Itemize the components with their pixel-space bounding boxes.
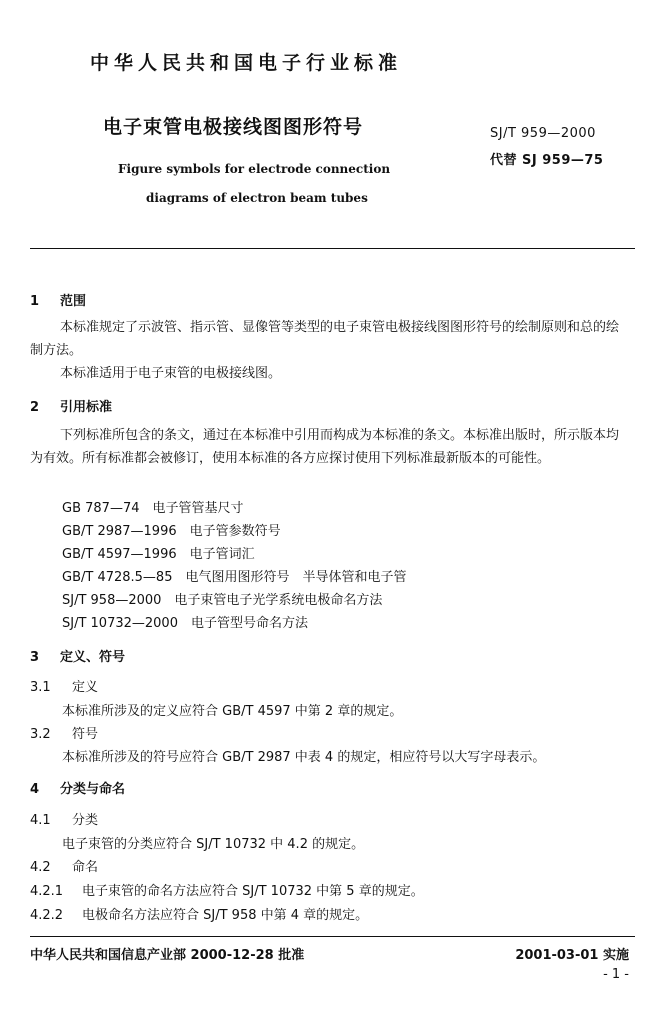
section-4-1-heading	[30, 809, 98, 828]
section-number: 4.2	[30, 860, 51, 875]
section-number: 2	[30, 400, 40, 415]
section-4-heading	[30, 778, 125, 797]
section-1-heading	[30, 290, 86, 309]
standard-title-en-line1: Figure symbols for electrode connection	[118, 162, 391, 176]
section-3-heading	[30, 646, 125, 665]
section-2-paragraph-1: 下列标准所包含的条文，通过在本标准中引用而构成为本标准的条文。本标准出版时，所示版本均为有效。所有标准都会被修订，使用本标准的各方应探讨使用下列标准最新版本的可能性。	[30, 428, 620, 466]
section-number: 3.1	[30, 680, 51, 695]
section-3-1-text: 本标准所涉及的定义应符合 GB/T 4597 中第 2 章的规定。	[62, 704, 403, 719]
reference-item: GB/T 4597—1996 电子管词汇	[62, 547, 255, 562]
section-title: 分类与命名	[60, 782, 126, 797]
footer-divider	[30, 936, 635, 937]
section-number: 4.1	[30, 813, 51, 828]
section-3-2-text: 本标准所涉及的符号应符合 GB/T 2987 中表 4 的规定，相应符号以大写字母表示。	[62, 750, 546, 765]
section-1-paragraph-2: 本标准适用于电子束管的电极接线图。	[60, 366, 282, 381]
reference-item: GB 787—74 电子管管基尺寸	[62, 501, 244, 516]
approval-line: 中华人民共和国信息产业部 2000-12-28 批准	[30, 948, 305, 963]
section-3-1-heading	[30, 676, 98, 695]
section-4-2-1	[30, 880, 424, 899]
section-number: 3	[30, 650, 40, 665]
page-number: - 1 -	[603, 967, 629, 982]
section-1-paragraph-1: 本标准规定了示波管、指示管、显像管等类型的电子束管电极接线图图形符号的绘制原则和总的绘制方法。	[30, 320, 620, 358]
standard-title-en-line2: diagrams of electron beam tubes	[146, 191, 368, 205]
section-title: 命名	[72, 860, 99, 875]
section-title: 定义	[72, 680, 99, 695]
section-number: 4	[30, 782, 40, 797]
reference-item: GB/T 2987—1996 电子管参数符号	[62, 524, 281, 539]
section-title: 范围	[60, 294, 87, 309]
section-4-2-heading	[30, 856, 98, 875]
reference-item: GB/T 4728.5—85 电气图用图形符号 半导体管和电子管	[62, 570, 407, 585]
replaces-standard: 代替 SJ 959—75	[490, 153, 604, 168]
section-text: 电极命名方法应符合 SJ/T 958 中第 4 章的规定。	[82, 908, 369, 923]
issuer-heading: 中华人民共和国电子行业标准	[90, 52, 403, 74]
section-number: 1	[30, 294, 40, 309]
section-text: 电子束管的命名方法应符合 SJ/T 10732 中第 5 章的规定。	[82, 884, 424, 899]
header-divider	[30, 248, 635, 249]
section-number: 4.2.1	[30, 884, 64, 899]
section-4-2-2	[30, 904, 368, 923]
standard-title-zh: 电子束管电极接线图图形符号	[103, 116, 364, 138]
section-number: 3.2	[30, 727, 51, 742]
section-4-1-text: 电子束管的分类应符合 SJ/T 10732 中 4.2 的规定。	[62, 837, 365, 852]
section-title: 引用标准	[60, 400, 113, 415]
section-title: 定义、符号	[60, 650, 126, 665]
section-number: 4.2.2	[30, 908, 64, 923]
section-title: 分类	[72, 813, 99, 828]
section-2-heading	[30, 396, 112, 415]
section-title: 符号	[72, 727, 99, 742]
implementation-line: 2001-03-01 实施	[515, 948, 629, 963]
reference-item: SJ/T 10732—2000 电子管型号命名方法	[62, 616, 308, 631]
standard-number: SJ/T 959—2000	[490, 126, 596, 141]
reference-item: SJ/T 958—2000 电子束管电子光学系统电极命名方法	[62, 593, 383, 608]
section-3-2-heading	[30, 723, 98, 742]
